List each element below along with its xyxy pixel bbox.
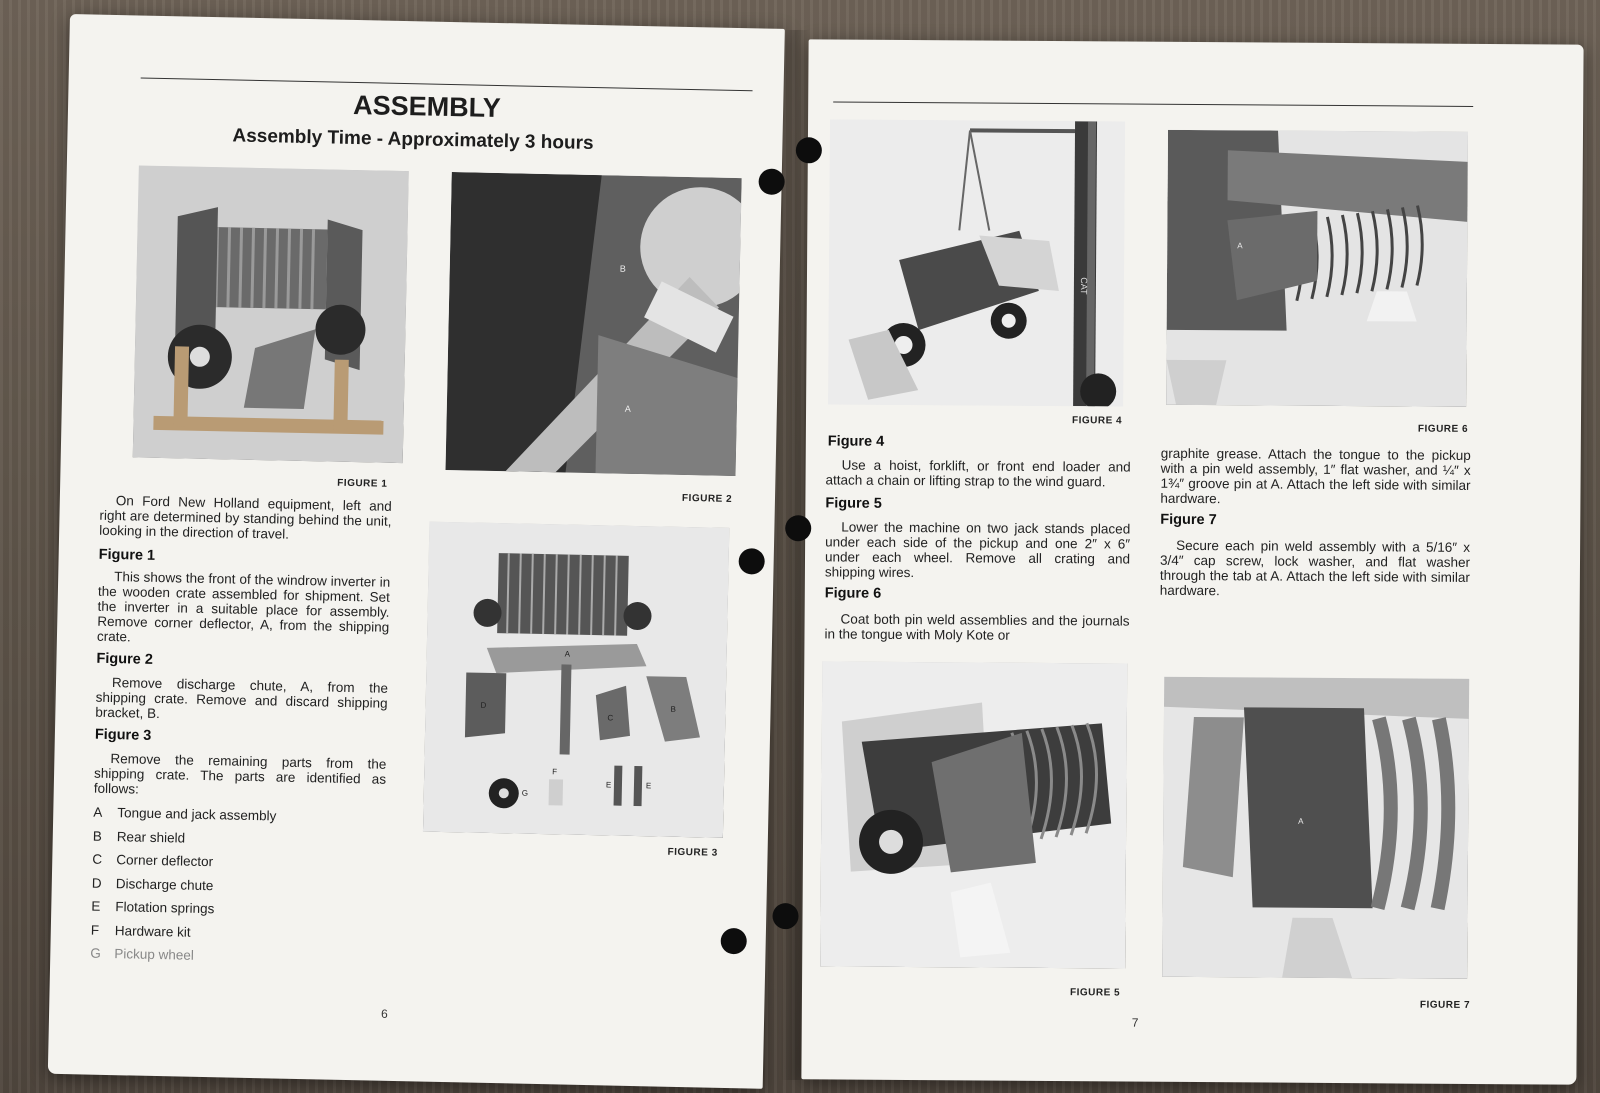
figure-3-label-c: C [607,713,614,723]
figure-1-heading: Figure 1 [98,546,156,564]
binder-hole [720,928,747,955]
figure-6-paragraph: Coat both pin weld assemblies and the journals in the tongue with Moly Kote or [824,611,1130,643]
figure-7-paragraph: Secure each pin weld assembly with a 5/16″ x 3/4″ cap screw, lock washer, and flat washer through the tab at A. Attach the left side with similar hardware. [1159,537,1471,599]
figure-3-heading: Figure 3 [94,726,152,744]
part-label: Rear shield [116,828,186,846]
figure-3-label-f: F [552,767,558,777]
figure-2-text [95,675,388,726]
intro-text [99,493,392,544]
binder-hole [785,515,811,541]
part-key: F [90,922,100,938]
intro-paragraph: On Ford New Holland equipment, left and right are determined by standing behind the unit, looking in the direction of travel. [99,493,392,542]
page-subheading: Assembly Time - Approximately 3 hours [232,125,594,154]
part-key: A [93,804,103,820]
figure-3-label-g: G [521,788,529,798]
binder-hole [772,903,798,929]
part-key: B [92,828,102,844]
binder-hole [758,168,785,195]
figure-4-caption: FIGURE 4 [1071,415,1123,427]
figure-3-paragraph: Remove the remaining parts from the shipping crate. The parts are identified as follows: [93,751,387,797]
part-label: Flotation springs [115,899,215,917]
figure-7-photo [1162,677,1469,979]
figure-1-text [97,569,391,650]
figure-2-paragraph: Remove discharge chute, A, from the shipping crate. Remove and discard shipping bracket, B. [95,675,389,722]
parts-list-item [90,946,274,973]
figure-5-text [825,519,1130,581]
figure-4-heading: Figure 4 [827,433,885,450]
figure-6-photo [1166,130,1468,407]
figure-3-label-d: D [480,700,487,710]
figure-6-continued-paragraph: graphite grease. Attach the tongue to the pickup with a pin weld assembly, 1″ flat washer, and ¼″ x 1¾″ groove pin at A. Attach the left side with similar hardware. [1160,445,1471,507]
figure-5-caption: FIGURE 5 [1069,987,1121,999]
figure-2-photo [446,172,742,476]
figure-3-label-e1: E [605,780,612,790]
figure-1-paragraph: This shows the front of the windrow inverter in the wooden crate assembled for shipment. Set the inverter in a suitable place for assembly. Remove corner deflector, A, from the shipping crate. [96,569,391,645]
figure-6-caption: FIGURE 6 [1417,423,1469,435]
part-label: Tongue and jack assembly [117,805,277,824]
top-rule [833,101,1473,106]
figure-3-caption: FIGURE 3 [667,846,718,859]
figure-1-caption: FIGURE 1 [337,477,388,490]
part-label: Corner deflector [116,852,214,870]
figure-5-paragraph: Lower the machine on two jack stands placed under each side of the pickup and one 2″ x 6″ under each wheel. Remove all crating and shipping wires. [824,519,1131,581]
figure-6-text [824,611,1129,643]
binder-hole [796,137,822,163]
figure-7-caption: FIGURE 7 [1419,999,1471,1011]
figure-7-text [1160,538,1470,600]
figure-2-heading: Figure 2 [96,650,154,668]
right-page [801,39,1583,1084]
figure-3-photo [423,522,729,838]
figure-6-label-a: A [1237,241,1243,251]
forklift-label: CAT [1078,277,1089,295]
part-label: Discharge chute [115,875,214,893]
figure-5-photo [820,661,1127,968]
left-page [48,14,785,1089]
page-number-right: 7 [1131,1015,1139,1030]
page-number-left: 6 [380,1006,388,1021]
figure-1-photo [133,165,409,463]
figure-2-label-a: A [624,403,631,414]
figure-3-text [94,751,387,802]
figure-4-text [826,457,1131,489]
figure-3-label-a: A [564,649,571,659]
figure-2-label-b: B [619,263,626,274]
page-heading: ASSEMBLY [352,89,501,124]
part-label: Pickup wheel [114,946,195,963]
figure-2-caption: FIGURE 2 [681,492,733,505]
part-label: Hardware kit [114,922,191,940]
figure-4-paragraph: Use a hoist, forklift, or front end loader and attach a chain or lifting strap to the wind guard. [825,457,1131,490]
figure-4-photo [828,119,1125,406]
figure-3-label-b: B [670,704,677,714]
binder-hole [738,548,765,575]
part-key: E [91,898,101,914]
figure-5-heading: Figure 5 [825,495,882,512]
figure-7-label-a: A [1298,816,1304,826]
part-key: C [92,851,103,867]
part-key: G [90,945,102,961]
top-rule [141,77,753,91]
figure-6-continued-text [1160,446,1470,508]
parts-list [90,805,276,973]
figure-6-heading: Figure 6 [824,585,882,602]
figure-3-label-e2: E [645,781,652,791]
part-key: D [91,875,102,891]
figure-7-heading: Figure 7 [1160,511,1217,529]
